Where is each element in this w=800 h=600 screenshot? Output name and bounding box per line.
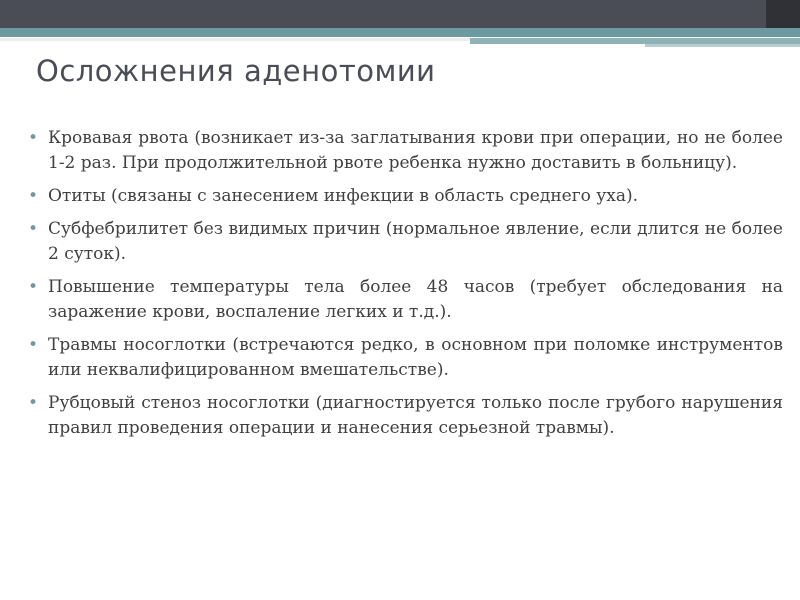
- list-item-text: Отиты (связаны с занесением инфекции в область среднего уха).: [48, 186, 639, 206]
- bullet-icon: •: [28, 128, 39, 148]
- list-item-text: Субфебрилитет без видимых причин (нормальное явление, если длится не более 2 суток).: [48, 219, 783, 264]
- list-item-text: Повышение температуры тела более 48 часов (требует обследования на заражение крови, воспаление легких и т.д.).: [48, 277, 783, 322]
- list-item: [28, 217, 783, 267]
- header-bar-light: [0, 38, 470, 41]
- header-bar-dark: [0, 0, 800, 28]
- bullet-icon: •: [28, 335, 39, 355]
- slide-title: Осложнения аденотомии: [36, 54, 436, 88]
- bullet-icon: •: [28, 219, 39, 239]
- list-item: [28, 391, 783, 441]
- bullet-icon: •: [28, 277, 39, 297]
- bullet-icon: •: [28, 186, 39, 206]
- list-item-text: Кровавая рвота (возникает из-за заглатывания крови при операции, но не более 1-2 раз. При продолжительной рвоте ребенка нужно доставить в больницу).: [48, 128, 783, 173]
- header-bar-teal-tertiary: [645, 44, 800, 47]
- list-item: [28, 184, 783, 209]
- list-item-text: Травмы носоглотки (встречаются редко, в основном при поломке инструментов или неквалифицированном вмешательстве).: [48, 335, 783, 380]
- header-bar-accent: [766, 0, 800, 28]
- bullet-icon: •: [28, 393, 39, 413]
- list-item-text: Рубцовый стеноз носоглотки (диагностируется только после грубого нарушения правил проведения операции и нанесения серьезной травмы).: [48, 393, 783, 438]
- list-item: [28, 126, 783, 176]
- header-bar-teal: [0, 28, 800, 37]
- list-item: [28, 333, 783, 383]
- list-item: [28, 275, 783, 325]
- bullet-list: [28, 126, 783, 449]
